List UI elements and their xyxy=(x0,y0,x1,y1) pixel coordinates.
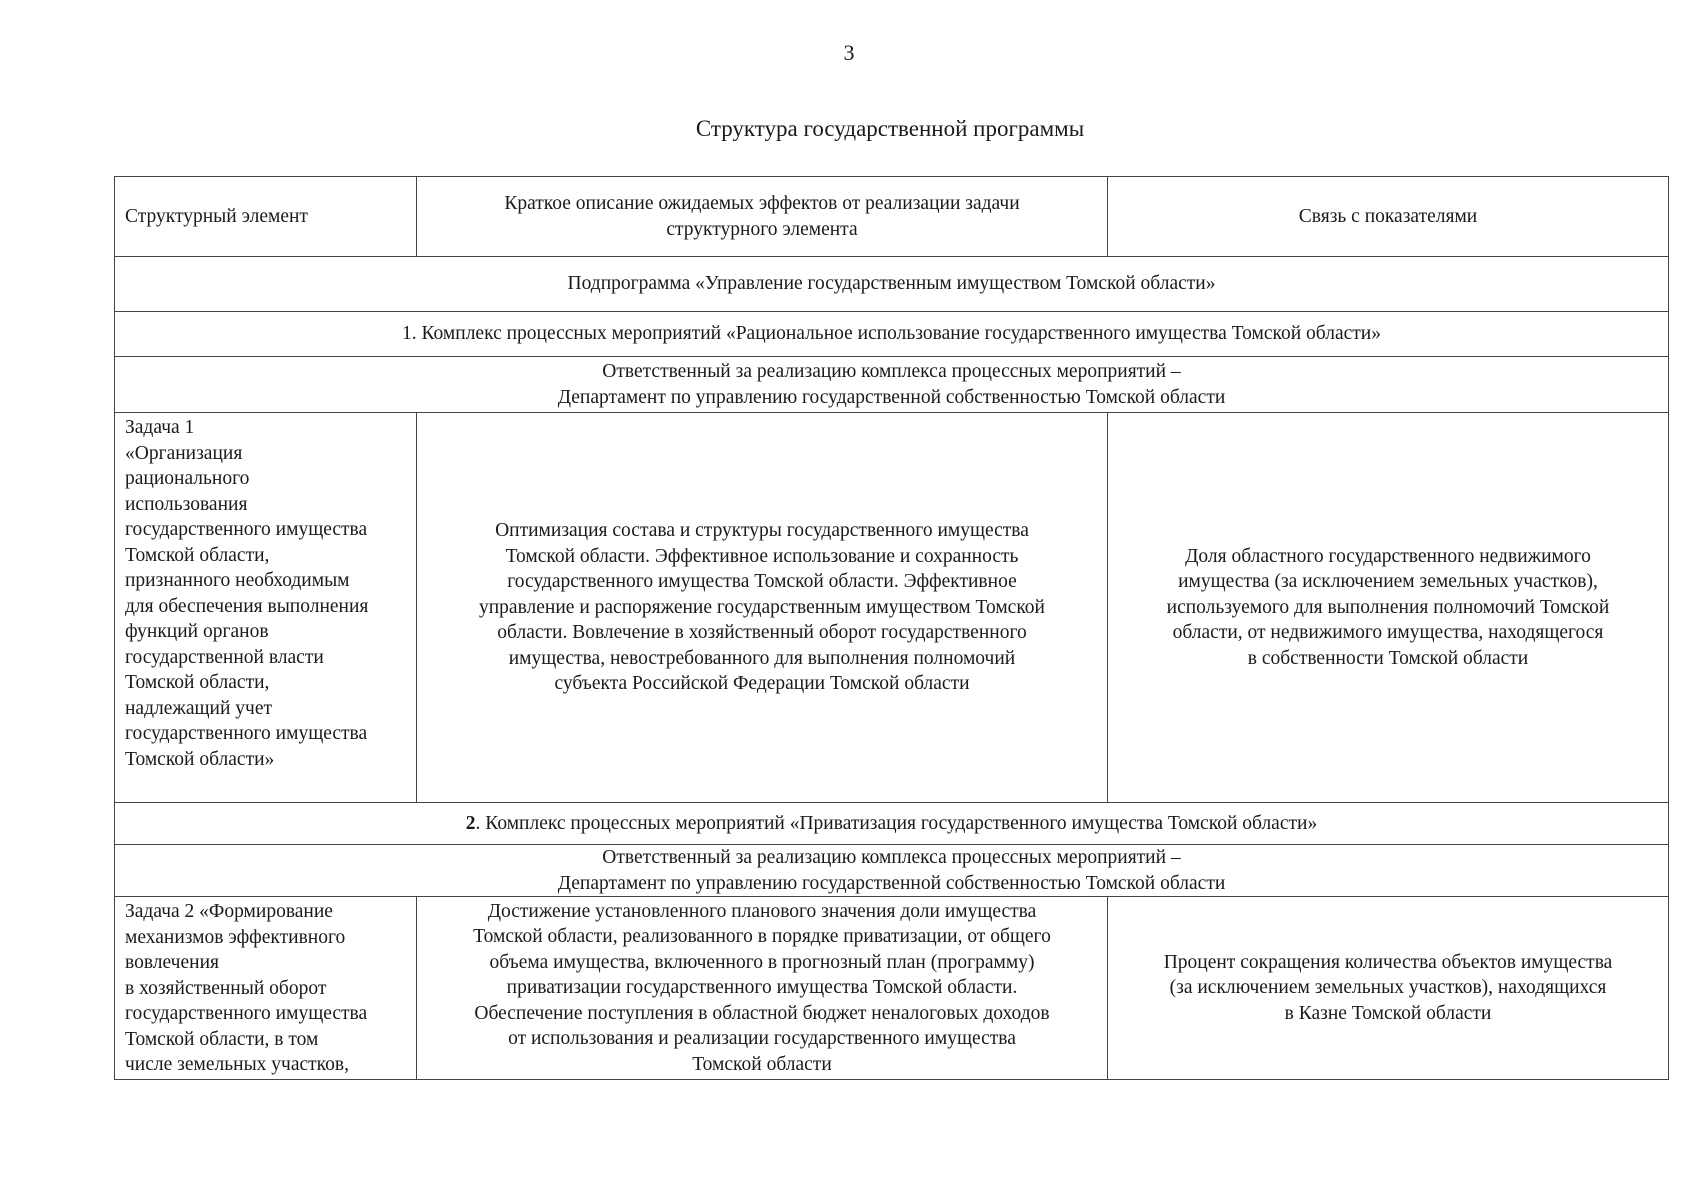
document-title: Структура государственной программы xyxy=(695,116,1085,141)
task-line: Задача 2 «Формирование xyxy=(125,901,333,922)
page-number: 3 xyxy=(843,40,855,65)
complex-1-title: 1. Комплекс процессных мероприятий «Рациональное использование государственного имущества Томской области» xyxy=(115,312,1669,357)
complex-2-number: 2 xyxy=(465,812,476,834)
program-structure-table xyxy=(114,176,1669,1080)
header-expected-effects xyxy=(417,177,1108,257)
task-1-description xyxy=(115,413,417,803)
effect-line: объема имущества, включенного в прогнозный план (программу) xyxy=(489,951,1035,973)
indicator-line: имущества (за исключением земельных участков), xyxy=(1178,571,1598,593)
indicator-line: в собственности Томской области xyxy=(1247,647,1529,669)
task-2-description xyxy=(115,897,417,1080)
table-header-row xyxy=(115,177,1669,257)
complex-1-responsible xyxy=(115,357,1669,413)
complex-2-title-text: . Комплекс процессных мероприятий «Приватизация государственного имущества Томской области» xyxy=(475,812,1318,834)
indicator-line: Доля областного государственного недвижимого xyxy=(1185,545,1591,567)
subprogram-row xyxy=(115,257,1669,312)
task-line: для обеспечения выполнения xyxy=(125,595,369,617)
effect-line: приватизации государственного имущества Томской области. xyxy=(506,977,1018,999)
task-line: Томской области, в том xyxy=(125,1028,319,1050)
task-line: государственного имущества xyxy=(125,723,368,744)
effect-line: имущества, невостребованного для выполнения полномочий xyxy=(508,647,1016,669)
effect-line: Томской области xyxy=(692,1053,832,1075)
task-line: числе земельных участков, xyxy=(125,1054,350,1075)
complex-2-row xyxy=(115,803,1669,845)
complex-2-responsible xyxy=(115,845,1669,897)
effect-line: Обеспечение поступления в областной бюджет неналоговых доходов xyxy=(474,1002,1050,1024)
effect-line: государственного имущества Томской области. Эффективное xyxy=(507,571,1017,593)
task-line: государственного имущества xyxy=(125,1003,368,1024)
responsible-line: Ответственный за реализацию комплекса процессных мероприятий – xyxy=(602,847,1181,868)
effect-line: Достижение установленного планового значения доли имущества xyxy=(487,900,1037,922)
indicator-line: используемого для выполнения полномочий Томской xyxy=(1166,596,1610,618)
effect-line: управление и распоряжение государственным имуществом Томской xyxy=(479,596,1045,618)
task-2-indicators xyxy=(1108,897,1669,1080)
indicator-line: в Казне Томской области xyxy=(1284,1002,1492,1024)
task-line: «Организация xyxy=(125,442,243,464)
task-2-row xyxy=(115,897,1669,1080)
task-line: Томской области, xyxy=(125,672,270,693)
task-2-effects xyxy=(417,897,1108,1080)
header-effects-line: Краткое описание ожидаемых эффектов от реализации задачи xyxy=(504,193,1020,214)
task-line: Томской области» xyxy=(125,748,275,770)
task-line: механизмов эффективного xyxy=(125,926,346,948)
complex-2-title xyxy=(115,803,1669,845)
complex-1-row xyxy=(115,312,1669,357)
responsible-line: Департамент по управлению государственной собственностью Томской области xyxy=(557,386,1226,408)
task-line: Томской области, xyxy=(125,544,270,566)
complex-1-responsible-row xyxy=(115,357,1669,413)
task-line: признанного необходимым xyxy=(125,570,350,591)
indicator-line: (за исключением земельных участков), находящихся xyxy=(1169,977,1607,999)
task-line: использования xyxy=(125,493,248,515)
effect-line: Томской области. Эффективное использование и сохранность xyxy=(505,545,1019,567)
task-line: функций органов xyxy=(125,621,269,642)
effect-line: субъекта Российской Федерации Томской области xyxy=(554,673,970,695)
responsible-line: Департамент по управлению государственной собственностью Томской области xyxy=(557,872,1226,894)
effect-line: Оптимизация состава и структуры государственного имущества xyxy=(495,520,1029,542)
effect-line: области. Вовлечение в хозяйственный оборот государственного xyxy=(497,622,1027,644)
effect-line: от использования и реализации государственного имущества xyxy=(508,1028,1016,1050)
task-line: государственной власти xyxy=(125,646,324,668)
indicator-line: Процент сокращения количества объектов имущества xyxy=(1163,951,1613,973)
header-effects-line: структурного элемента xyxy=(666,218,858,240)
header-indicators: Связь с показателями xyxy=(1108,177,1669,257)
complex-2-responsible-row xyxy=(115,845,1669,897)
task-line: государственного имущества xyxy=(125,519,368,540)
task-line: рационального xyxy=(125,468,250,489)
effect-line: Томской области, реализованного в порядке приватизации, от общего xyxy=(473,926,1051,948)
task-1-indicators xyxy=(1108,413,1669,803)
task-1-effects xyxy=(417,413,1108,803)
indicator-line: области, от недвижимого имущества, находящегося xyxy=(1172,622,1604,644)
subprogram-title: Подпрограмма «Управление государственным имуществом Томской области» xyxy=(115,257,1669,312)
task-line: надлежащий учет xyxy=(125,697,273,719)
task-line: вовлечения xyxy=(125,952,219,973)
task-1-row xyxy=(115,413,1669,803)
header-structural-element: Структурный элемент xyxy=(115,177,417,257)
responsible-line: Ответственный за реализацию комплекса процессных мероприятий – xyxy=(602,361,1181,382)
task-line: Задача 1 xyxy=(125,417,195,438)
task-line: в хозяйственный оборот xyxy=(125,977,327,999)
